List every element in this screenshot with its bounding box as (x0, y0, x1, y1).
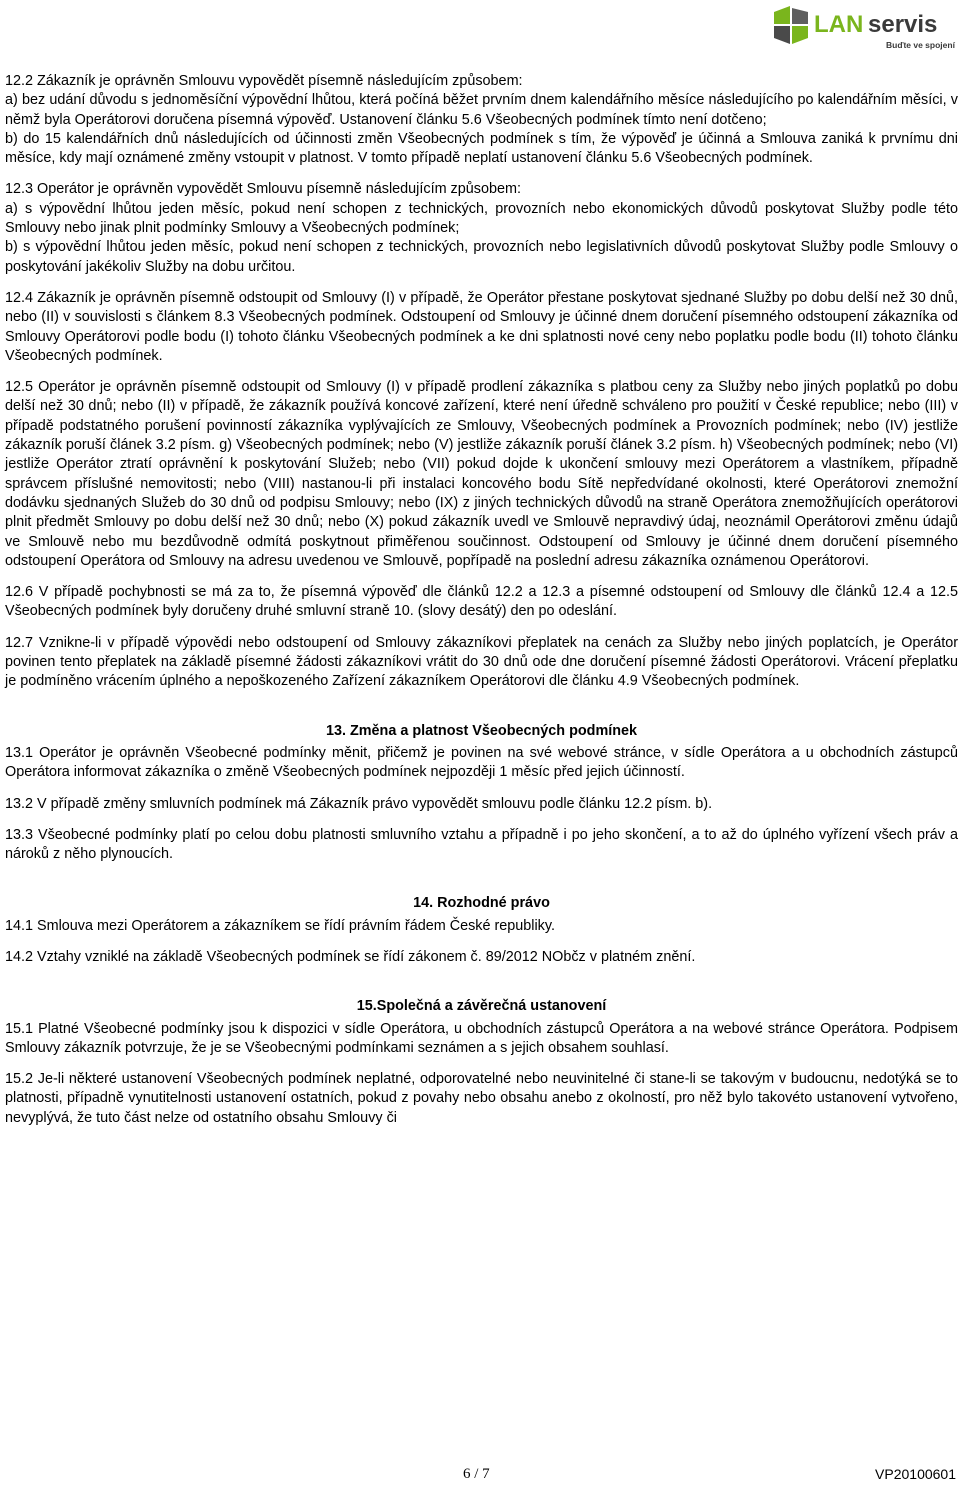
paragraph-line: b) do 15 kalendářních dnů následujících od účinnosti změn Všeobecných podmínek s tím, že výpověď je účinná a Smlouva zaniká k prvnímu dni měsíce, kdy mají oznámené změny vstoupit v platnost. V tomto případě neplatí ustanovení článku 5.6 Všeobecných podmínek. (5, 130, 958, 167)
page-footer (0, 1465, 960, 1487)
article-paragraph (5, 1070, 958, 1128)
article-paragraph (5, 378, 958, 571)
paragraph-line: b) s výpovědní lhůtou jeden měsíc, pokud není schopen z technických, provozních nebo legislativních důvodů poskytovat Služby podle Smlouvy o poskytování jakékoliv Služby na dobu určitou. (5, 239, 958, 275)
paragraph-line: 12.3 Operátor je oprávněn vypovědět Smlouvu písemně následujícím způsobem: (5, 181, 521, 198)
article-paragraph (5, 72, 958, 168)
paragraph-line: a) bez udání důvodu s jednoměsíční výpovědní lhůtou, která počíná běžet prvním dnem kalendářního měsíce následujícího po kalendářním měsíci, v němž byla Operátorovi doručena písemná výpověď. Ustanovení článku 5.6 Všeobecných podmínek tímto není dotčeno; (5, 92, 958, 128)
section-heading: 13. Změna a platnost Všeobecných podmínek (325, 722, 638, 739)
paragraph-line: 13.2 V případě změny smluvních podmínek má Zákazník právo vypovědět smlouvu podle článku 12.2 písm. b). (5, 795, 713, 812)
paragraph-line: a) s výpovědní lhůtou jeden měsíc, pokud není schopen z technických, provozních nebo ekonomických důvodů poskytovat Služby podle této Smlouvy nebo jinak plnit podmínky Smlouvy a Všeobecných podmínek; (5, 200, 958, 237)
paragraph-line: 15.2 Je-li některé ustanovení Všeobecných podmínek neplatné, odporovatelné nebo neuvinitelné či stane-li se takovým v budoucnu, nedotýká se to platnosti, případně vynutitelnosti ustanovení ostatních, pokud z povahy nebo obsahu anebo z okolností, pro něž bylo takovéto ustanovení vytvořeno, nevyplývá, že tuto část nelze od ostatního obsahu Smlouvy či (5, 1071, 958, 1126)
paragraph-line: 13.1 Operátor je oprávněn Všeobecné podmínky měnit, přičemž je povinen na své webové stránce, v sídle Operátora a u obchodních zástupců Operátora informovat zákazníka o změně Všeobecných podmínek nejpozději 1 měsíc před jejich účinností. (5, 744, 958, 781)
article-paragraph (5, 826, 958, 865)
paragraph-line: 13.3 Všeobecné podmínky platí po celou dobu platnosti smluvního vztahu a případně i po jeho skončení, a to až do úplného vyřízení všech práv a nároků z něho plynoucích. (5, 826, 958, 863)
logo-mark-icon (774, 6, 808, 44)
paragraph-line: 12.2 Zákazník je oprávněn Smlouvu vypovědět písemně následujícím způsobem: (5, 73, 523, 89)
paragraph-line: 12.5 Operátor je oprávněn písemně odstoupit od Smlouvy (I) v případě prodlení zákazníka s platbou ceny za Služby nebo jiných poplatků po dobu delší než 30 dnů; nebo (II) v případě, že zákazník používá koncové zařízení, které není úředně schváleno pro použití v České republice; nebo (III) v případě podstatného porušení povinností zákazníka vyplývajících ze Smlouvy, Všeobecných podmínek a Provozních podmínek; nebo (IV) jestliže zákazník poruší článek 3.2 písm. g) Všeobecných podmínek; nebo (V) jestliže zákazník poruší článek 3.2 písm. h) Všeobecných podmínek; nebo (VI) jestliže Operátor ztratí oprávnění k poskytování Služeb; nebo (VII) pokud dojde k ukončení smlouvy mezi Operátorem a vlastníkem, případně správcem příslušné nemovitosti; nebo (VIII) nastanou-li při instalaci koncového bodu Sítě nepředvídané okolnosti, které Operátorovi znemožní dodávku sjednaných Služeb do 30 dnů od podpisu Smlouvy; nebo (IX) z jiných technických důvodů na straně Operátora znemožňujících operátorovi plnit předmět Smlouvy po dobu delší než 30 dnů; nebo (X) pokud zákazník uvedl ve Smlouvě nepravdivý údaj, neoznámil Operátorovi změnu údajů ve Smlouvě nebo mu bezdůvodně odmítá poskytnout přiměřenou součinnost. Odstoupení od Smlouvy je účinné dnem doručení písemného odstoupení Operátora od Smlouvy na adresu uvedenou ve Smlouvě, popřípadě na poslední adresu zákazníka oznámenou Operátorovi. (5, 379, 958, 569)
paragraph-line: 14.1 Smlouva mezi Operátorem a zákazníkem se řídí právním řádem České republiky. (5, 917, 555, 934)
section-heading: 15.Společná a závěrečná ustanovení (356, 998, 607, 1015)
paragraph-line: 12.4 Zákazník je oprávněn písemně odstoupit od Smlouvy (I) v případě, že Operátor přestane poskytovat sjednané Služby po dobu delší než 30 dnů, nebo (II) v souvislosti s článkem 8.3 Všeobecných podmínek. Odstoupení od Smlouvy je účinné dnem doručení písemného odstoupení zákazníka od Smlouvy Operátorovi podle bodu (I) tohoto článku Všeobecných podmínek a ke dni splatnosti nové ceny nebo poplatku podle bodu (II) tohoto článku Všeobecných podmínek. (5, 289, 958, 364)
article-paragraph (5, 917, 958, 936)
paragraph-line: 14.2 Vztahy vzniklé na základě Všeobecných podmínek se řídí zákonem č. 89/2012 NObčz v platném znění. (5, 948, 696, 965)
article-paragraph (5, 795, 958, 814)
svg-text:servis: servis (868, 11, 938, 38)
article-paragraph (5, 634, 958, 692)
document-code: VP20100601 (875, 1466, 956, 1482)
page-number: 6 / 7 (463, 1466, 490, 1482)
article-paragraph (5, 948, 958, 967)
article-paragraph (5, 180, 958, 276)
article-paragraph (5, 289, 958, 366)
section-heading: 14. Rozhodné právo (413, 895, 550, 912)
lanservis-logo (768, 2, 958, 54)
logo-brand-text: LAN (814, 11, 864, 38)
paragraph-line: 15.1 Platné Všeobecné podmínky jsou k dispozici v sídle Operátora, u obchodních zástupců Operátora a na webové stránce Operátora. Podpisem Smlouvy zákazník potvrzuje, že je se Všeobecnými podmínkami seznámen a s jejich obsahem souhlasí. (5, 1020, 958, 1056)
article-paragraph (5, 1020, 958, 1059)
paragraph-line: 12.6 V případě pochybnosti se má za to, že písemná výpověď dle článků 12.2 a 12.3 a písemné odstoupení od Smlouvy dle článků 12.4 a 12.5 Všeobecných podmínek byly doručeny druhé smluvní straně 10. (slovy desátý) den po odeslání. (5, 584, 958, 620)
logo-tagline-text: Buďte ve spojení (886, 40, 955, 50)
document-body (5, 72, 958, 1140)
paragraph-line: 12.7 Vznikne-li v případě výpovědi nebo odstoupení od Smlouvy zákazníkovi přeplatek na cenách za Služby nebo jiných poplatcích, je Operátor povinen tento přeplatek na základě písemné žádosti zákazníkovi vrátit do 30 dnů ode dne doručení písemné žádosti Operátorovi. Vrácení přeplatku je podmíněno vrácením úplného a nepoškozeného Zařízení zákazníkem Operátorovi dle článku 4.9 Všeobecných podmínek. (5, 634, 958, 690)
article-paragraph (5, 583, 958, 622)
article-paragraph (5, 744, 958, 783)
